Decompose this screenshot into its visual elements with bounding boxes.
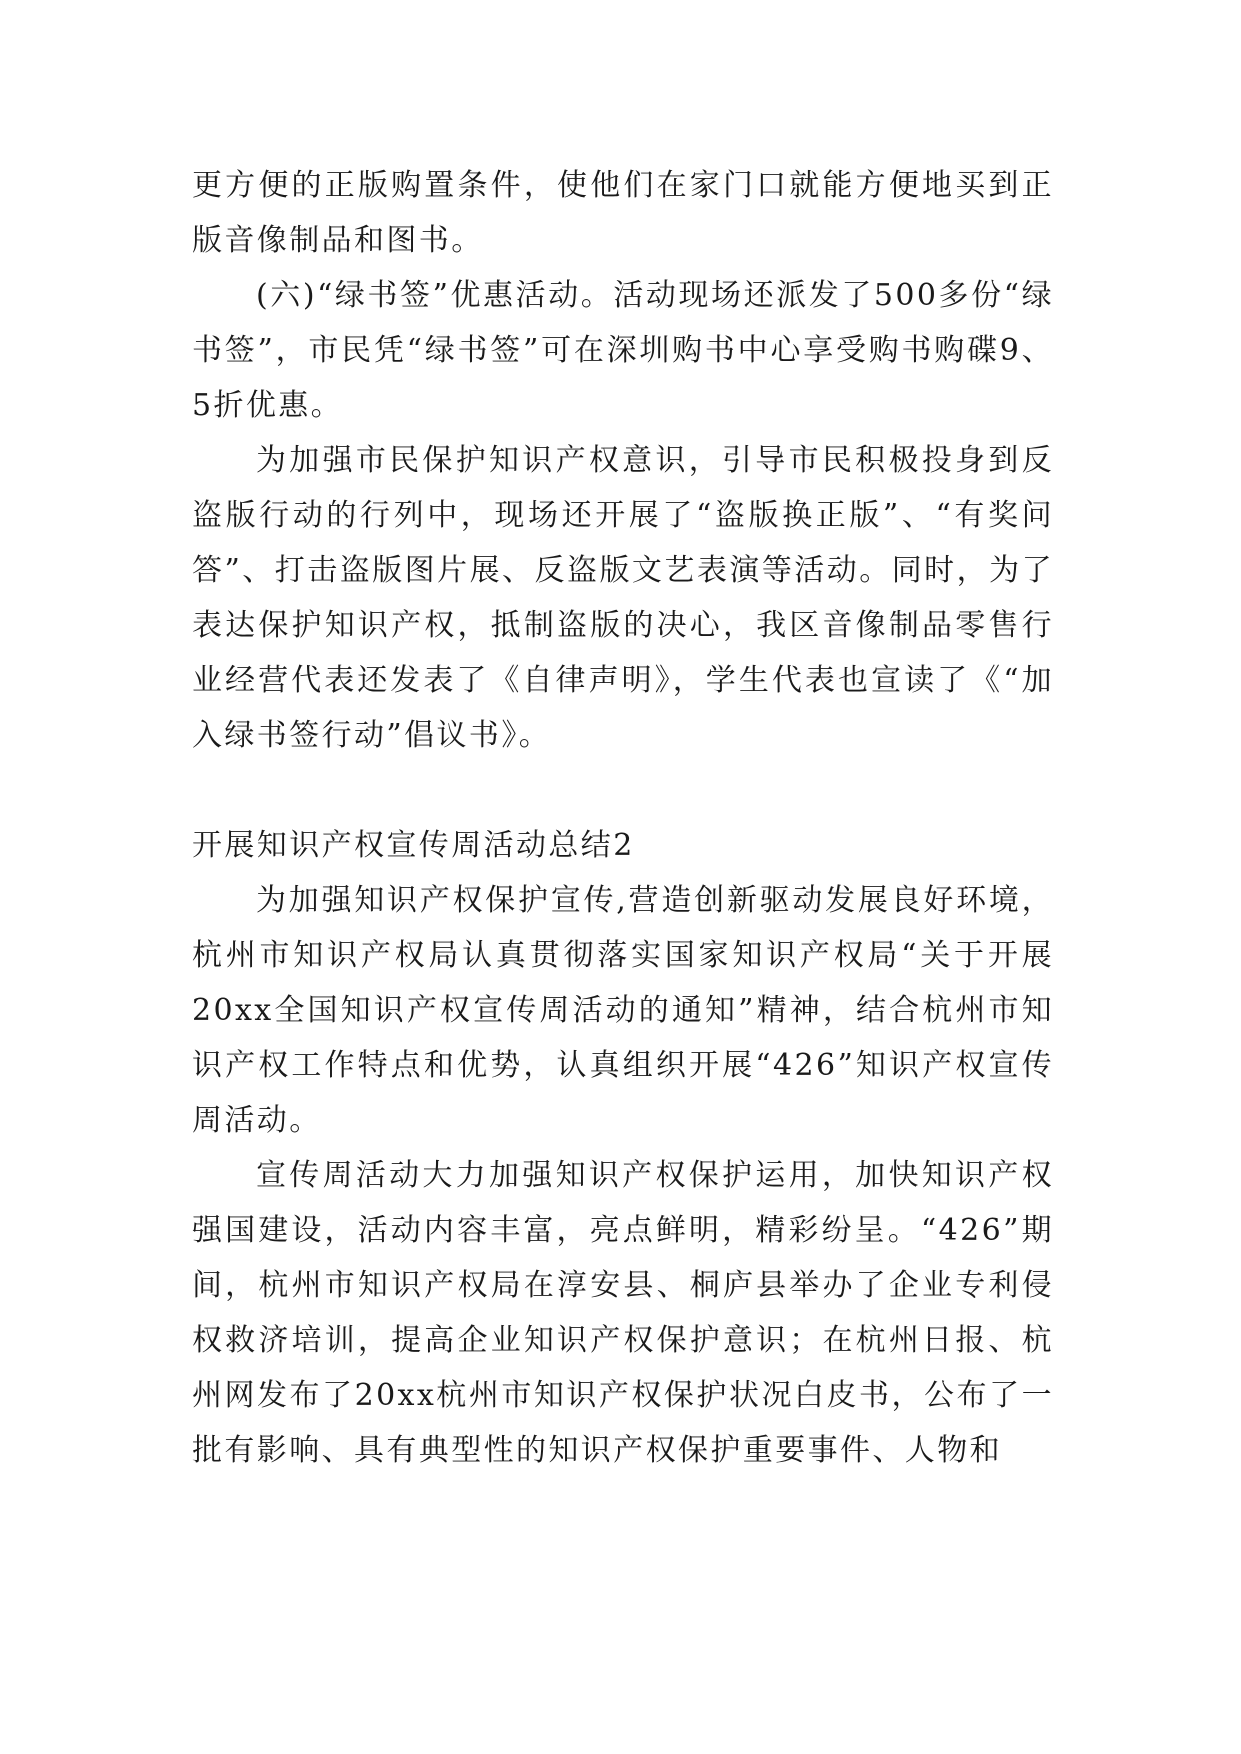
document-body (192, 158, 1054, 1478)
paragraph-activity-details: 宣传周活动大力加强知识产权保护运用，加快知识产权强国建设，活动内容丰富，亮点鲜明，精彩纷呈。“426”期间，杭州市知识产权局在淳安县、桐庐县举办了企业专利侵权救济培训，提高企业知识产权保护意识；在杭州日报、杭州网发布了20xx杭州市知识产权保护状况白皮书，公布了一批有影响、具有典型性的知识产权保护重要事件、人物和 (192, 1158, 1054, 1468)
paragraph-continuation: 更方便的正版购置条件，使他们在家门口就能方便地买到正版音像制品和图书。 (192, 168, 1054, 258)
paragraph-hangzhou-intro: 为加强知识产权保护宣传,营造创新驱动发展良好环境，杭州市知识产权局认真贯彻落实国家知识产权局“关于开展20xx全国知识产权宣传周活动的通知”精神，结合杭州市知识产权工作特点和优势，认真组织开展“426”知识产权宣传周活动。 (192, 883, 1054, 1138)
paragraph-green-bookmark: (六)“绿书签”优惠活动。活动现场还派发了500多份“绿书签”，市民凭“绿书签”可在深圳购书中心享受购书购碟9、5折优惠。 (192, 278, 1054, 423)
paragraph-anti-piracy: 为加强市民保护知识产权意识，引导市民积极投身到反盗版行动的行列中，现场还开展了“盗版换正版”、“有奖问答”、打击盗版图片展、反盗版文艺表演等活动。同时，为了表达保护知识产权，抵制盗版的决心，我区音像制品零售行业经营代表还发表了《自律声明》，学生代表也宣读了《“加入绿书签行动”倡议书》。 (192, 443, 1054, 753)
section-title: 开展知识产权宣传周活动总结2 (192, 828, 635, 863)
